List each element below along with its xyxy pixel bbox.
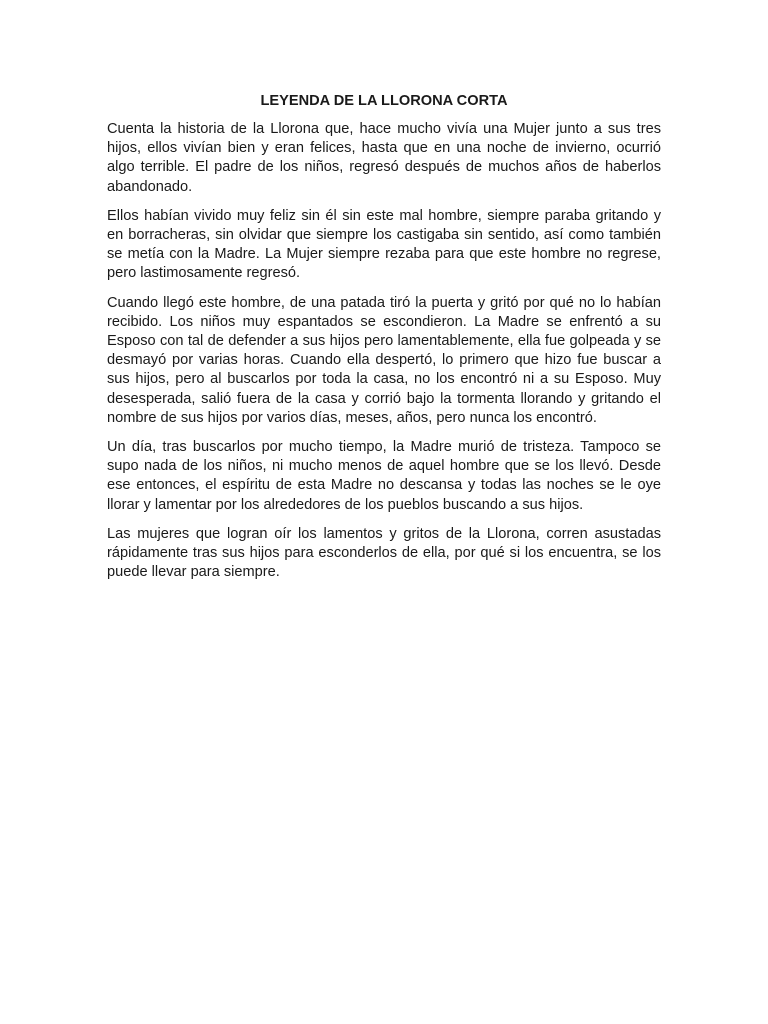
- document-body: [107, 92, 661, 592]
- document-title: LEYENDA DE LA LLORONA CORTA: [260, 93, 508, 109]
- paragraph-2: Ellos habían vivido muy feliz sin él sin este mal hombre, siempre paraba gritando y en borracheras, sin olvidar que siempre los castigaba sin sentido, así como también se metía con la Madre. La Mujer siempre rezaba para que este hombre no regrese, pero lastimosamente regresó.: [107, 207, 661, 282]
- paragraph-3: Cuando llegó este hombre, de una patada tiró la puerta y gritó por qué no lo habían recibido. Los niños muy espantados se escondieron. La Madre se enfrentó a su Esposo con tal de defender a sus hijos pero lamentablemente, ella fue golpeada y se desmayó por varias horas. Cuando ella despertó, lo primero que hizo fue buscar a sus hijos, pero al buscarlos por toda la casa, no los encontró ni a su Esposo. Muy desesperada, salió fuera de la casa y corrió bajo la tormenta llorando y gritando el nombre de sus hijos por varios días, meses, años, pero nunca los encontró.: [107, 294, 661, 426]
- paragraph-1: Cuenta la historia de la Llorona que, hace mucho vivía una Mujer junto a sus tres hijos, ellos vivían bien y eran felices, hasta que en una noche de invierno, ocurrió algo terrible. El padre de los niños, regresó después de muchos años de haberlos abandonado.: [107, 121, 661, 195]
- paragraph-4: Un día, tras buscarlos por mucho tiempo, la Madre murió de tristeza. Tampoco se supo nada de los niños, ni mucho menos de aquel hombre que se los llevó. Desde ese entonces, el espíritu de esta Madre no descansa y todas las noches se le oye llorar y lamentar por los alrededores de los pueblos buscando a sus hijos.: [107, 439, 661, 513]
- paragraph-5: Las mujeres que logran oír los lamentos y gritos de la Llorona, corren asustadas rápidamente tras sus hijos para esconderlos de ella, por qué si los encuentra, se los puede llevar para siempre.: [107, 525, 661, 581]
